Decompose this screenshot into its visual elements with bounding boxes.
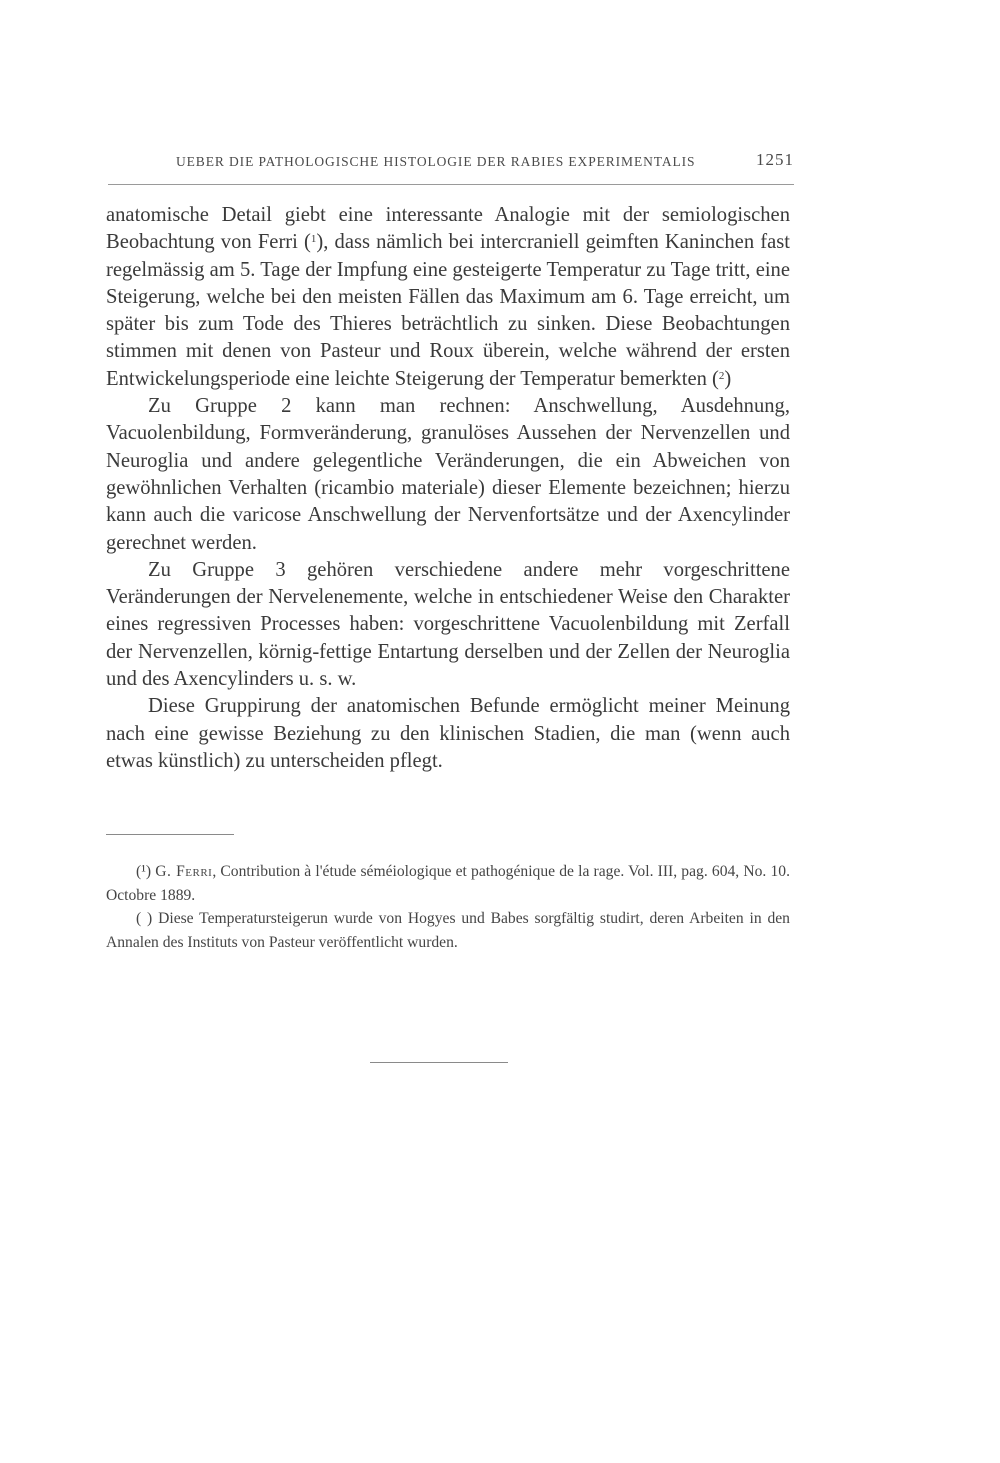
page-number: 1251 [756, 150, 794, 169]
running-title: UEBER DIE PATHOLOGISCHE HISTOLOGIE DER RABIES EXPERIMENTALIS [176, 154, 696, 169]
footnote-1-text: , Contribution à l'étude séméiologique et pathogénique de la rage. Vol. III, pag. 604, No. 10. Octobre 1889. [106, 863, 790, 904]
running-header [108, 150, 794, 185]
footnote-ref-2: 2 [718, 369, 725, 382]
end-rule [370, 1062, 508, 1063]
footnote-ref-1: 1 [310, 233, 317, 246]
footnote-2 [106, 907, 790, 954]
body-text [106, 202, 790, 775]
paragraph-1-part-b: ), dass nämlich bei intercraniell geimften Kaninchen fast regelmässig am 5. Tage der Impfung eine gesteigerte Temperatur zu Tage tritt, eine Steigerung, welche bei den meisten Fällen das Maximum am 6. Tage erreicht, um später bis zum Tode des Thieres beträchtlich zu sinken. Diese Beobachtungen stimmen mit denen von Pasteur und Roux überein, welche während der ersten Entwickelungsperiode eine leichte Steigerung der Temperatur bemerkten ( [106, 231, 790, 390]
paragraph-1-part-c: ) [724, 367, 732, 390]
footnote-separator [106, 834, 234, 835]
paragraph-3: Zu Gruppe 3 gehören verschiedene andere mehr vorgeschrittene Veränderungen der Nervelenemente, welche in entschiedener Weise den Charakter eines regressiven Processes haben: vorgeschrittene Vacuolenbildung mit Zerfall der Nervenzellen, körnig-fettige Entartung derselben und der Zellen der Neuroglia und des Axencylinders u. s. w. [106, 558, 790, 691]
footnote-1-author: G. Ferri [155, 863, 213, 880]
footnote-1-mark: (¹) [136, 863, 152, 880]
footnote-2-text: Diese Temperatursteigerun wurde von Hogyes und Babes sorgfältig studirt, deren Arbeiten in den Annalen des Instituts von Pasteur veröffentlicht wurden. [106, 910, 790, 951]
paragraph-1-part-a: anatomische Detail giebt eine interessante Analogie mit der semiologischen Beobachtung von Ferri ( [106, 204, 790, 254]
footnotes [106, 860, 790, 954]
footnote-2-mark: ( ) [136, 910, 153, 927]
footnote-1 [106, 860, 790, 907]
paragraph-4: Diese Gruppirung der anatomischen Befunde ermöglicht meiner Meinung nach eine gewisse Beziehung zu den klinischen Stadien, die man (wenn auch etwas künstlich) zu unterscheiden pflegt. [106, 695, 790, 772]
paragraph-1 [106, 202, 790, 393]
paragraph-2: Zu Gruppe 2 kann man rechnen: Anschwellung, Ausdehnung, Vacuolenbildung, Formveränderung, granulöses Aussehen der Nervenzellen und Neuroglia und andere gelegentliche Veränderungen, die ein Abweichen von gewöhnlichen Verhalten (ricambio materiale) dieser Elemente bezeichnen; hierzu kann auch die varicose Anschwellung der Nervenfortsätze und der Axencylinder gerechnet werden. [106, 395, 790, 554]
